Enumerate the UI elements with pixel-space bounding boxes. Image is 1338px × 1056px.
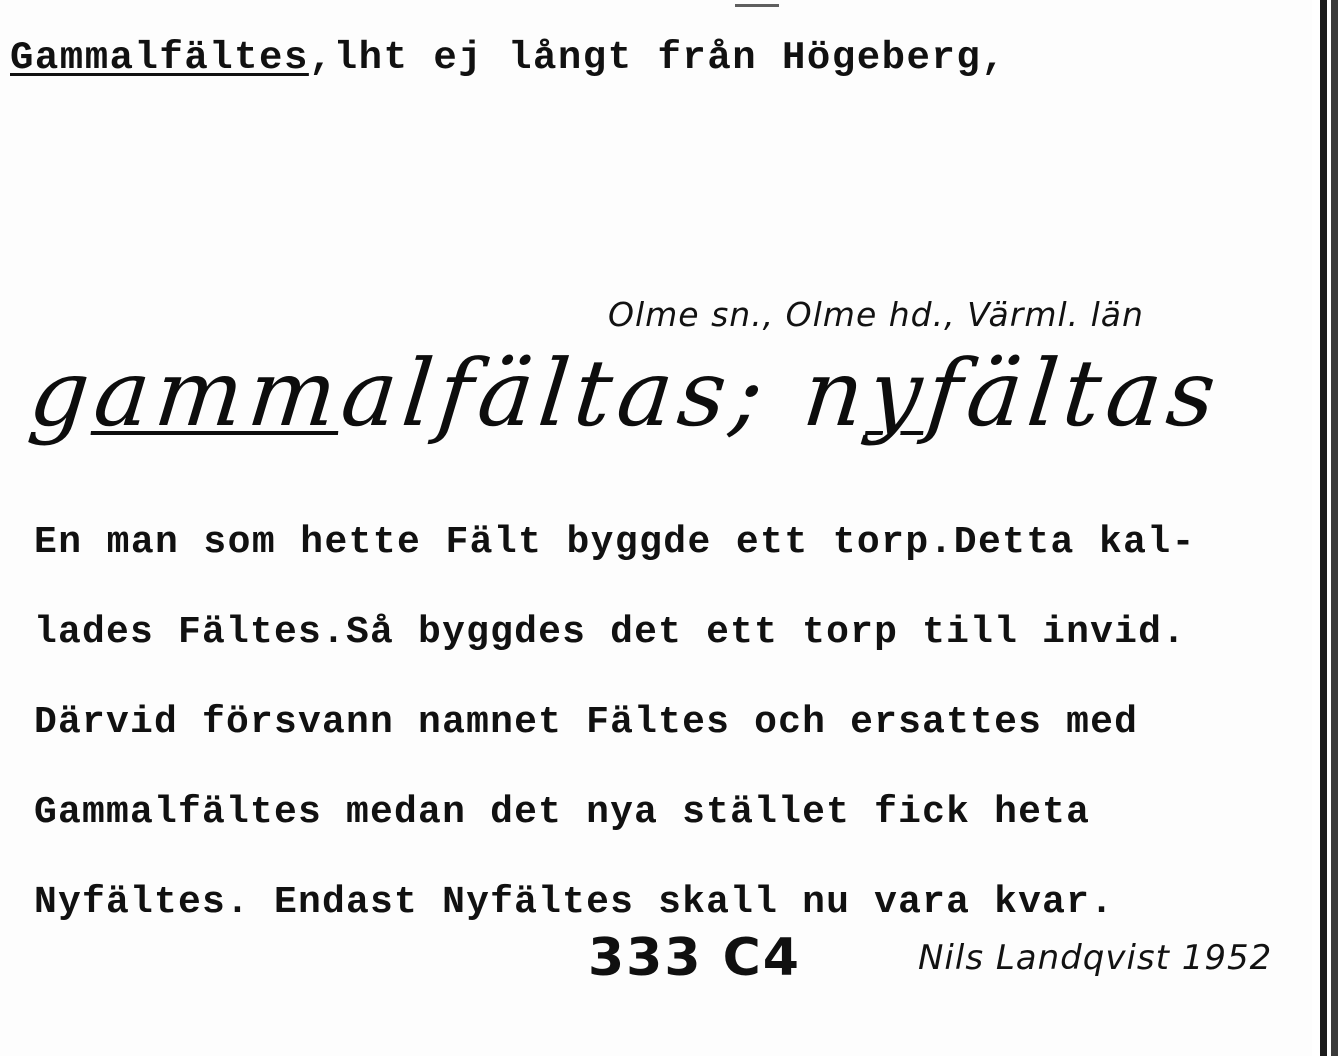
archive-code: 333 C4 xyxy=(588,928,801,988)
phonetic-transcription xyxy=(24,340,1226,447)
body-line: Därvid försvann namnet Fältes och ersattes med xyxy=(34,701,1139,744)
signature: Nils Landqvist 1952 xyxy=(918,938,1273,978)
phonetic-part-1: g xyxy=(24,340,101,447)
headword: Gammalfältes xyxy=(10,36,309,80)
phonetic-part-6: fältas xyxy=(921,340,1227,447)
body-text xyxy=(34,498,1284,948)
phonetic-part-2-underlined: amm xyxy=(89,340,348,447)
scan-edge xyxy=(1312,0,1338,1056)
body-line: Gammalfältes medan det nya stället fick heta xyxy=(34,791,1091,834)
scan-edge-dark-bar xyxy=(1320,0,1327,1056)
body-line: Nyfältes. Endast Nyfältes skall nu vara kvar. xyxy=(34,881,1115,924)
phonetic-part-3: alfältas; xyxy=(336,340,775,447)
page-title xyxy=(10,36,1006,80)
scan-edge-gray-bar xyxy=(1331,0,1338,1056)
phonetic-part-4: n xyxy=(798,340,876,447)
body-line: En man som hette Fält byggde ett torp.Detta kal- xyxy=(34,521,1196,564)
location-line: Olme sn., Olme hd., Värml. län xyxy=(608,295,1144,334)
scan-artifact-dash xyxy=(735,4,779,7)
headword-description: ,lht ej långt från Högeberg, xyxy=(308,36,1007,80)
phonetic-part-5-underlined: y xyxy=(863,340,933,447)
body-line: lades Fältes.Så byggdes det ett torp till invid. xyxy=(34,611,1187,654)
